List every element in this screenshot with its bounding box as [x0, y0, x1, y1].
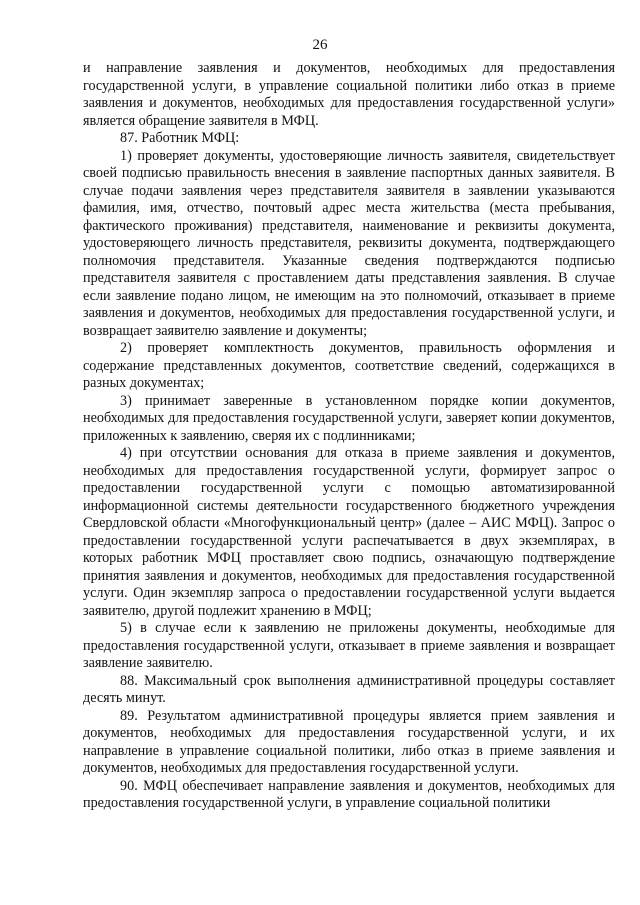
list-item-2: 2) проверяет комплектность документов, правильность оформления и содержание представленных документов, соответствие сведений, содержащихся в разных документах; [83, 340, 615, 391]
list-item-5: 5) в случае если к заявлению не приложены документы, необходимые для предоставления государственной услуги, отказывает в приеме заявления и возвращает заявление заявителю. [83, 620, 615, 671]
paragraph-89: 89. Результатом административной процедуры является прием заявления и документов, необходимых для предоставления государственной услуги, и их направление в управление социальной политики, либо отказ в приеме заявления и документов, необходимых для предоставления государственной услуги. [83, 707, 615, 776]
document-body [83, 60, 615, 813]
list-item-4: 4) при отсутствии основания для отказа в приеме заявления и документов, необходимых для предоставления государственной услуги, формирует запрос о предоставлении государственной услуги с помощью автоматизированной информационной системы деятельности государственного бюджетного учреждения Свердловской области «Многофункциональный центр» (далее – АИС МФЦ). Запрос о предоставлении государственной услуги распечатывается в двух экземплярах, в которых работник МФЦ проставляет свою подпись, означающую подтверждение принятия заявления и документов, необходимых для предоставления государственной услуги. Один экземпляр запроса о предоставлении государственной услуги выдается заявителю, другой подлежит хранению в МФЦ; [83, 445, 615, 619]
list-item-1: 1) проверяет документы, удостоверяющие личность заявителя, свидетельствует своей подписью правильность внесения в заявление паспортных данных заявителя. В случае подачи заявления через представителя заявителя в заявлении указываются фамилия, имя, отчество, почтовый адрес места жительства (места пребывания, фактического проживания) представителя, наименование и реквизиты документа, удостоверяющего личность представителя, реквизиты документа, подтверждающего полномочия представителя. Указанные сведения подтверждаются подписью представителя заявителя с проставлением даты представления заявления. В случае если заявление подано лицом, не имеющим на это полномочий, отказывает в приеме заявления и документов, необходимых для предоставления государственной услуги, и возвращает заявителю заявление и документы; [83, 147, 615, 339]
page-number: 26 [312, 37, 328, 53]
paragraph-90: 90. МФЦ обеспечивает направление заявления и документов, необходимых для предоставления государственной услуги, в управление социальной политики [83, 777, 615, 811]
paragraph-87: 87. Работник МФЦ: [120, 130, 240, 146]
paragraph-88: 88. Максимальный срок выполнения административной процедуры составляет десять минут. [83, 672, 615, 706]
list-item-3: 3) принимает заверенные в установленном порядке копии документов, необходимых для предоставления государственной услуги, заверяет копии документов, приложенных к заявлению, сверяя их с подлинниками; [83, 392, 615, 444]
paragraph-continuation: и направление заявления и документов, необходимых для предоставления государственной услуги, в управление социальной политики либо отказ в приеме заявления и документов, необходимых для предоставления государственной услуги» является обращение заявителя в МФЦ. [83, 60, 615, 129]
